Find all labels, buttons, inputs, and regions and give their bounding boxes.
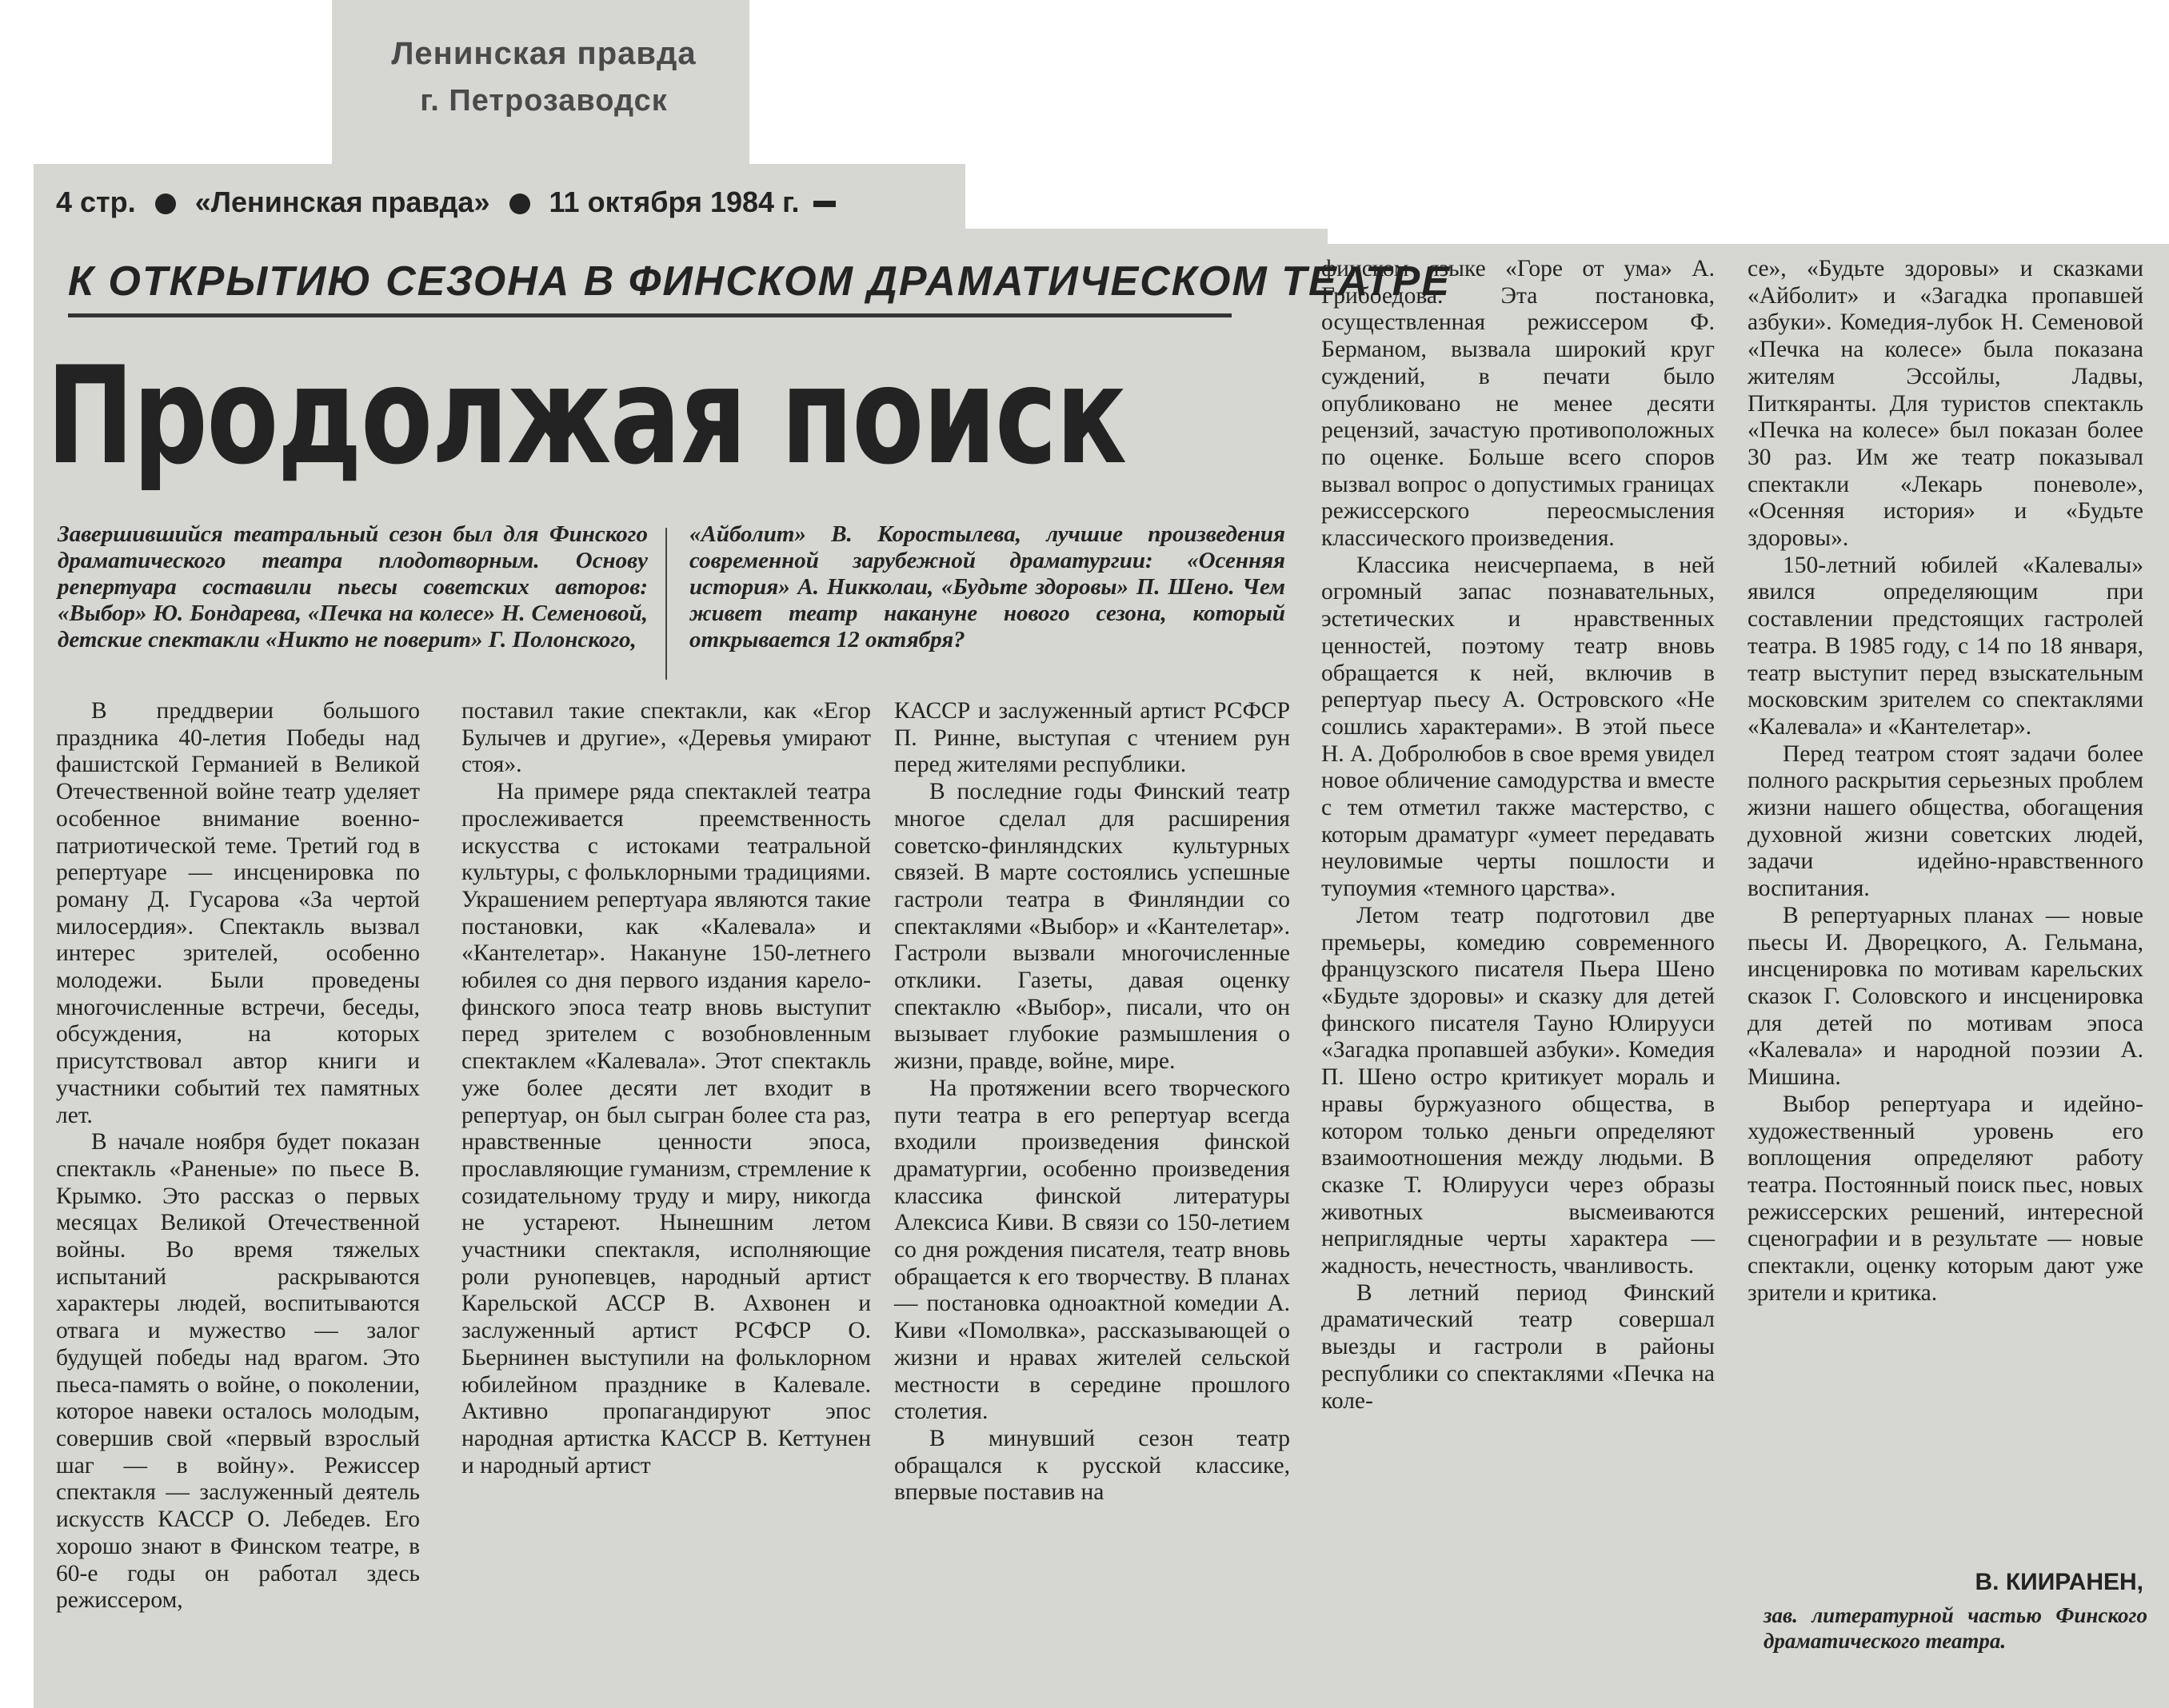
page-number: 4 стр. <box>56 186 136 218</box>
newspaper-title: «Ленинская правда» <box>194 186 490 218</box>
paragraph: финском языке «Горе от ума» А. Грибоедова. Эта постановка, осуществленная режиссером Ф. Берманом, вызвала широкий круг суждений, в печати было опубликовано не менее десяти рецензий, зачастую противоположных по оценке. Больше всего споров вызвал вопрос о допустимых границах режиссерского переосмысления классического произведения. <box>1321 256 1715 552</box>
newspaper-header <box>56 186 836 219</box>
paragraph: В преддверии большого праздника 40-летия Победы над фашистской Германией в Великой Отечественной войне театр уделяет особенное внимание военно-патриотической теме. Третий год в репертуаре — инсценировка по роману Д. Гусарова «За чертой милосердия». Спектакль вызвал интерес зрителей, особенно молодежи. Были проведены многочисленные встречи, беседы, обсуждения, на которых присутствовал автор книги и участники событий тех памятных лет. <box>56 698 420 1128</box>
author-role: зав. литературной частью Финского драматического театра. <box>1764 1603 2147 1653</box>
text-column-1 <box>56 698 420 1706</box>
lead-divider <box>665 528 667 680</box>
text-column-3 <box>894 698 1290 1706</box>
stamp-city: г. Петрозаводск <box>420 84 668 118</box>
paragraph: В летний период Финский драматический театр совершал выезды и гастроли в районы республики со спектаклями «Печка на коле- <box>1321 1279 1715 1414</box>
paragraph: В начале ноября будет показан спектакль «Раненые» по пьесе В. Крымко. Это рассказ о первых месяцах Великой Отечественной войны. Во время тяжелых испытаний раскрываются характеры людей, воспитываются отвага и мужество — залог будущей победы над врагом. Это пьеса-память о войне, о поколении, которое навеки осталось молодым, совершив свой «первый взрослый шаг — в войну». Режиссер спектакля — заслуженный деятель искусств КАССР О. Лебедев. Его хорошо знают в Финском театре, в 60-е годы он работал здесь режиссером, <box>56 1129 420 1614</box>
stamp-newspaper-name: Ленинская правда <box>391 36 697 71</box>
paragraph: В репертуарных планах — новые пьесы И. Дворецкого, А. Гельмана, инсценировка по мотивам карельских сказок Г. Соловского и инсценировка для детей по мотивам эпоса «Калевала» и народной поэзии А. Мишина. <box>1748 902 2143 1091</box>
paragraph: В минувший сезон театр обращался к русской классике, впервые поставив на <box>894 1425 1290 1506</box>
bullet-icon <box>509 194 530 214</box>
paragraph: КАССР и заслуженный артист РСФСР П. Ринне, выступая с чтением рун перед жителями республики. <box>894 698 1290 778</box>
paragraph: На примере ряда спектаклей театра прослеживается преемственность искусства с истоками театральной культуры, с фольклорными традициями. Украшением репертуара являются такие постановки, как «Калевала» и «Кантелетар». Накануне 150-летнего юбилея со дня первого издания карело-финского эпоса театр вновь выступит перед зрителем с возобновленным спектаклем «Калевала». Этот спектакль уже более десяти лет входит в репертуар, он был сыгран более ста раз, нравственные ценности эпоса, прославляющие гуманизм, стремление к созидательному труду и миру, никогда не устареют. Нынешним летом участники спектакля, исполняющие роли рунопевцев, народный артист Карельской АССР В. Ахвонен и заслуженный артист РСФСР О. Бьернинен выступили на фольклорном юбилейном празднике в Калевале. Активно пропагандируют эпос народная артистка КАССР В. Кеттунен и народный артист <box>461 779 871 1479</box>
paragraph: поставил такие спектакли, как «Егор Булычев и другие», «Деревья умирают стоя». <box>461 698 871 778</box>
author-name: В. КИИРАНЕН, <box>1975 1569 2143 1595</box>
dash-mark <box>813 201 836 207</box>
bullet-icon <box>155 194 176 214</box>
paragraph: 150-летний юбилей «Калевалы» явился определяющим при составлении предстоящих гастролей театра. В 1985 году, с 14 по 18 января, театр выступит перед взыскательным московским зрителем со спектаклями «Калевала» и «Кантелетар». <box>1748 552 2143 740</box>
text-column-5 <box>1748 256 2143 1707</box>
paragraph: Перед театром стоят задачи более полного раскрытия серьезных проблем жизни нашего общества, обогащения духовной жизни советских людей, задачи идейно-нравственного воспитания. <box>1748 740 2143 902</box>
paragraph: На протяжении всего творческого пути театра в его репертуар всегда входили произведения финской драматургии, особенно произведения классика финской литературы Алексиса Киви. В связи со 150-летием со дня рождения писателя, театр вновь обращается к его творчеству. В планах — постановка одноактной комедии А. Киви «Помолвка», рассказывающей о жизни и нравах жителей сельской местности в середине прошлого столетия. <box>894 1075 1290 1425</box>
paragraph: Классика неисчерпаема, в ней огромный запас познавательных, эстетических и нравственных ценностей, поэтому театр вновь обращается к ней, включив в репертуар пьесу А. Островского «Не сошлись характерами». В этой пьесе Н. А. Добролюбов в свое время увидел новое обличение самодурства и вместе с тем отметил также мастерство, с которым драматург «умеет передавать неуловимые черты пошлости и тупоумия «темного царства». <box>1321 552 1715 902</box>
lead-paragraph-right: «Айболит» В. Коростылева, лучшие произведения современной зарубежной драматургии: «Осенняя история» А. Никколаи, «Будьте здоровы» П. Шено. Чем живет театр накануне нового сезона, который открывается 12 октября? <box>689 521 1285 652</box>
article-headline: Продолжая поиск <box>46 337 1126 494</box>
text-column-2 <box>461 698 871 1706</box>
paragraph: В последние годы Финский театр многое сделал для расширения советско-финляндских культурных связей. В марте состоялись успешные гастроли театра в Финляндии со спектаклями «Выбор» и «Кантелетар». Гастроли вызвали многочисленные отклики. Газеты, давая оценку спектаклю «Выбор», писали, что он вызывает глубокие размышления о жизни, правде, войне, мире. <box>894 779 1290 1075</box>
text-column-4 <box>1321 256 1715 1707</box>
rubric-title: К ОТКРЫТИЮ СЕЗОНА В ФИНСКОМ ДРАМАТИЧЕСКОМ ТЕАТРЕ <box>68 258 1452 305</box>
lead-paragraph-left: Завершившийся театральный сезон был для Финского драматического театра плодотворным. Основу репертуара составили пьесы советских авторов: «Выбор» Ю. Бондарева, «Печка на колесе» Н. Семеновой, детские спектакли «Никто не поверит» Г. Полонского, <box>58 521 648 652</box>
paragraph: Выбор репертуара и идейно-художественный уровень его воплощения определяют работу театра. Постоянный поиск пьес, новых режиссерских решений, интересной сценографии и в результате — новые спектакли, оценку которым дают уже зрители и критика. <box>1748 1091 2143 1306</box>
issue-date: 11 октября 1984 г. <box>549 186 800 218</box>
rubric-underline <box>68 313 1232 317</box>
clipping-paper-strip <box>960 229 1328 253</box>
paragraph: се», «Будьте здоровы» и сказками «Айболит» и «Загадка пропавшей азбуки». Комедия-лубок Н. Семеновой «Печка на колесе» была показана жителям Эссойлы, Ладвы, Питкяранты. Для туристов спектакль «Печка на колесе» был показан более 30 раз. Им же театр показывал спектакли «Лекарь поневоле», «Осенняя история» и «Будьте здоровы». <box>1748 256 2143 552</box>
paragraph: Летом театр подготовил две премьеры, комедию современного французского писателя Пьера Шено «Будьте здоровы» и сказку для детей финского писателя Тауно Юлирууси «Загадка пропавшей азбуки». Комедия П. Шено остро критикует мораль и нравы буржуазного общества, в котором только деньги определяют взаимоотношения между людьми. В сказке Т. Юлирууси через образы животных высмеиваются неприглядные черты характера — жадность, нечестность, чванливость. <box>1321 902 1715 1279</box>
